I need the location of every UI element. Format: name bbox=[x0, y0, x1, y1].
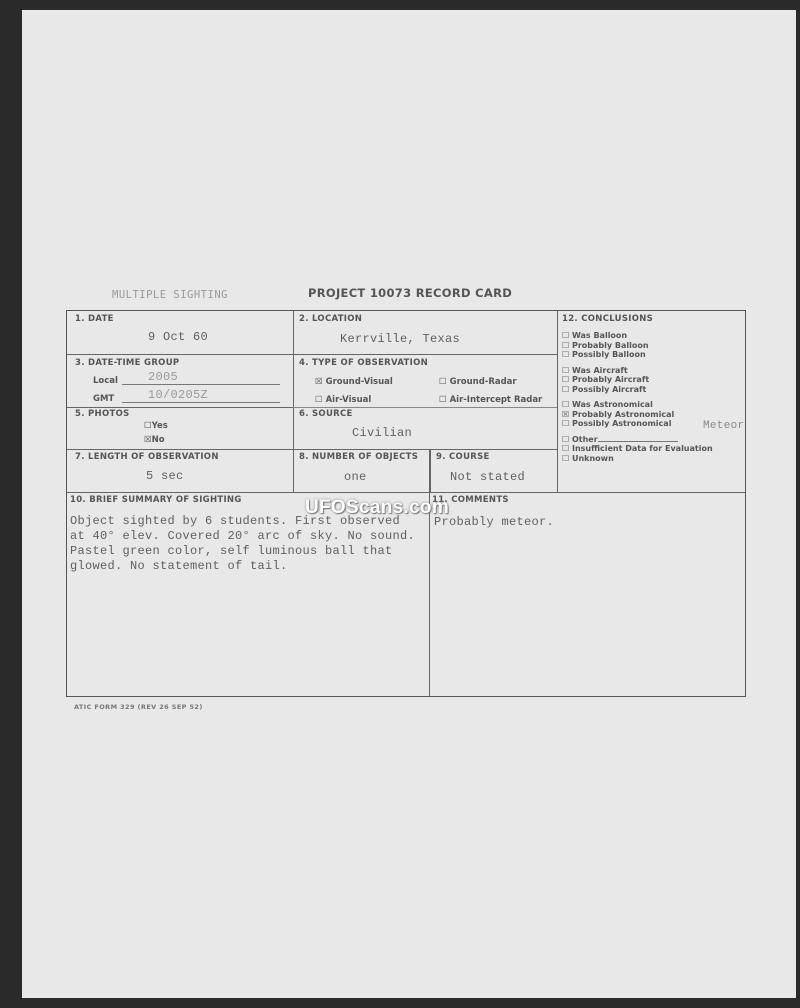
checkbox-icon: ☐ bbox=[439, 377, 447, 387]
option-label: No bbox=[151, 435, 165, 445]
option-label: Yes bbox=[151, 421, 168, 431]
local-time-value: 2005 bbox=[148, 370, 179, 384]
source-label: 6. SOURCE bbox=[299, 409, 353, 419]
option-label: Air-Intercept Radar bbox=[449, 395, 543, 405]
gmt-underline bbox=[122, 402, 280, 403]
gmt-time-value: 10/0205Z bbox=[148, 388, 209, 402]
conclusion-label: Probably Aircraft bbox=[571, 375, 650, 384]
comments-label: 11. COMMENTS bbox=[432, 495, 509, 505]
summary-line: glowed. No statement of tail. bbox=[70, 559, 288, 573]
option-label: Air-Visual bbox=[325, 395, 372, 405]
checkbox-icon: ☐ bbox=[562, 350, 570, 359]
divider bbox=[67, 354, 557, 355]
watermark: UFOScans.com bbox=[305, 497, 450, 518]
conclusion-item bbox=[562, 400, 744, 410]
checkbox-icon: ☐ bbox=[562, 400, 570, 409]
divider bbox=[67, 492, 745, 493]
conclusion-item bbox=[562, 331, 744, 341]
length-value: 5 sec bbox=[146, 469, 184, 483]
conclusion-label: Probably Astronomical bbox=[571, 409, 675, 419]
conclusion-item bbox=[562, 435, 744, 445]
objects-label: 8. NUMBER OF OBJECTS bbox=[299, 452, 419, 462]
option-ground-visual bbox=[315, 377, 393, 387]
length-label: 7. LENGTH OF OBSERVATION bbox=[75, 452, 219, 462]
location-value: Kerrville, Texas bbox=[340, 332, 461, 346]
meteor-note: Meteor bbox=[703, 420, 745, 432]
checkbox-icon: ☐ bbox=[562, 384, 570, 394]
conclusion-item bbox=[562, 366, 744, 376]
conclusion-item bbox=[562, 375, 744, 385]
observation-type-label: 4. TYPE OF OBSERVATION bbox=[299, 358, 429, 368]
checked-box-icon: ☒ bbox=[144, 435, 152, 445]
checkbox-icon: ☐ bbox=[562, 434, 570, 444]
summary-line: Pastel green color, self luminous ball that bbox=[70, 544, 393, 558]
photos-no bbox=[144, 435, 165, 445]
course-value: Not stated bbox=[450, 470, 526, 484]
card-title: PROJECT 10073 RECORD CARD bbox=[308, 286, 513, 300]
conclusion-item bbox=[562, 385, 744, 395]
gmt-label: GMT bbox=[93, 394, 115, 404]
course-label: 9. COURSE bbox=[436, 452, 490, 462]
conclusion-label: Possibly Balloon bbox=[571, 350, 646, 359]
option-ground-radar bbox=[439, 377, 517, 387]
summary-line: Object sighted by 6 students. First observed bbox=[70, 514, 401, 528]
option-label: Ground-Visual bbox=[325, 377, 393, 387]
form-number: ATIC FORM 329 (REV 26 SEP 52) bbox=[74, 703, 203, 711]
conclusion-label: Was Aircraft bbox=[571, 365, 628, 375]
checkbox-icon: ☐ bbox=[562, 340, 570, 350]
comments-value: Probably meteor. bbox=[434, 515, 555, 529]
date-value: 9 Oct 60 bbox=[148, 330, 209, 344]
checkbox-icon: ☐ bbox=[315, 395, 323, 405]
summary-text bbox=[70, 514, 415, 574]
conclusion-label: Insufficient Data for Evaluation bbox=[571, 444, 713, 453]
conclusion-item bbox=[562, 410, 744, 420]
conclusions-label: 12. CONCLUSIONS bbox=[562, 314, 654, 324]
checkbox-icon: ☐ bbox=[562, 365, 570, 375]
checkbox-icon: ☐ bbox=[562, 375, 570, 384]
divider bbox=[430, 449, 431, 492]
divider bbox=[557, 311, 558, 492]
local-underline bbox=[122, 384, 280, 385]
conclusion-label: Probably Balloon bbox=[571, 340, 649, 350]
conclusion-item bbox=[562, 350, 744, 360]
conclusion-item bbox=[562, 341, 744, 351]
divider bbox=[67, 449, 557, 450]
conclusions-list bbox=[562, 331, 744, 463]
summary-line: at 40° elev. Covered 20° arc of sky. No sound. bbox=[70, 529, 416, 543]
local-label: Local bbox=[93, 376, 118, 386]
divider bbox=[293, 407, 557, 408]
summary-label: 10. BRIEF SUMMARY OF SIGHTING bbox=[70, 495, 242, 505]
conclusion-label: Possibly Aircraft bbox=[571, 384, 647, 394]
checkbox-icon: ☐ bbox=[562, 331, 570, 340]
divider bbox=[67, 407, 293, 408]
conclusion-label: Other bbox=[571, 434, 598, 444]
conclusion-label: Unknown bbox=[571, 453, 614, 463]
conclusion-label: Possibly Astronomical bbox=[571, 419, 672, 428]
conclusion-item bbox=[562, 444, 744, 454]
date-label: 1. DATE bbox=[75, 314, 114, 324]
conclusion-label: Was Astronomical bbox=[571, 400, 653, 409]
dtg-label: 3. DATE-TIME GROUP bbox=[75, 358, 180, 368]
checkbox-icon: ☐ bbox=[144, 421, 152, 431]
checkbox-icon: ☐ bbox=[439, 395, 447, 405]
option-air-intercept-radar bbox=[439, 395, 542, 405]
option-label: Ground-Radar bbox=[449, 377, 517, 387]
conclusion-item bbox=[562, 454, 744, 464]
checkbox-icon: ☐ bbox=[562, 453, 570, 463]
checkbox-icon: ☐ bbox=[562, 444, 570, 453]
option-air-visual bbox=[315, 395, 371, 405]
multiple-sighting-stamp: MULTIPLE SIGHTING bbox=[112, 289, 228, 301]
source-value: Civilian bbox=[352, 426, 413, 440]
conclusion-label: Was Balloon bbox=[571, 331, 628, 340]
objects-value: one bbox=[344, 470, 367, 484]
checkbox-icon: ☐ bbox=[562, 419, 570, 428]
photos-yes bbox=[144, 421, 168, 431]
divider bbox=[293, 311, 294, 492]
checked-box-icon: ☒ bbox=[562, 409, 570, 419]
checked-box-icon: ☒ bbox=[315, 377, 323, 387]
photos-label: 5. PHOTOS bbox=[75, 409, 130, 419]
location-label: 2. LOCATION bbox=[299, 314, 363, 324]
